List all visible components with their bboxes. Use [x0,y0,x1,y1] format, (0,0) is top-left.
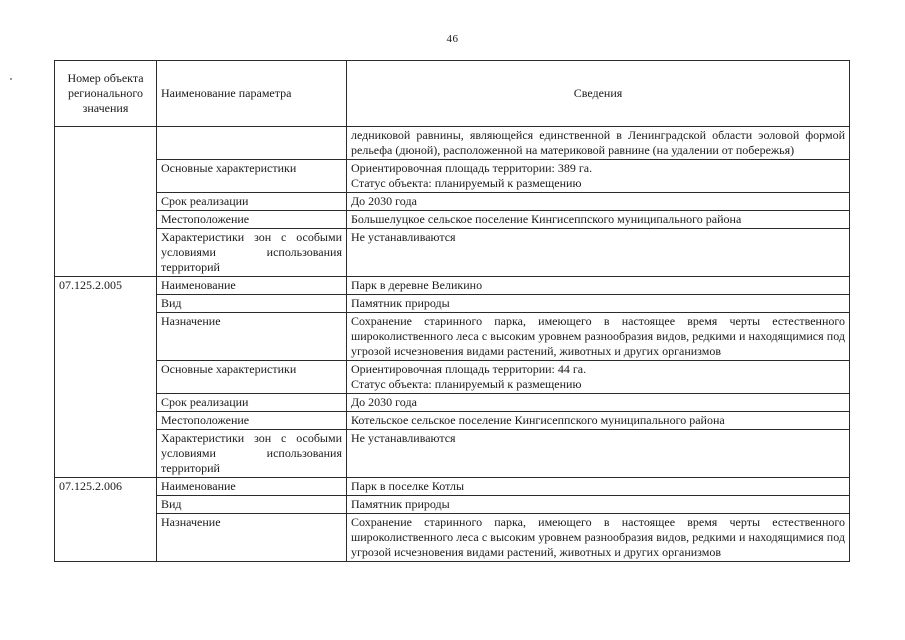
table-row [55,430,850,478]
table-row [55,211,850,229]
table-row [55,193,850,211]
info-cell: До 2030 года [347,193,850,211]
info-cell: Парк в деревне Великино [347,277,850,295]
object-number-cell: 07.125.2.006 [55,478,157,562]
info-cell: Большелуцкое сельское поселение Кингисеппского муниципального района [347,211,850,229]
area-text: Ориентировочная площадь территории: 389 га. [351,161,593,175]
object-number-cell [55,127,157,277]
parameter-cell: Основные характеристики [157,160,347,193]
page-number: 46 [446,33,459,45]
table-row [55,478,850,496]
info-cell: Не устанавливаются [347,430,850,478]
parameter-cell: Наименование [157,478,347,496]
table-header-row [55,61,850,127]
scan-speck [10,78,12,80]
header-object-number: Номер объекта регионального значения [55,61,157,127]
info-cell: Сохранение старинного парка, имеющего в настоящее время черты естественного широколиственного леса с высоким уровнем разнообразия видов, редкими и находящимися под угрозой исчезновения видами растений, животных и других организмов [347,514,850,562]
parameter-cell: Основные характеристики [157,361,347,394]
status-text: Статус объекта: планируемый к размещению [351,377,582,391]
parameter-cell: Назначение [157,514,347,562]
parameter-cell [157,127,347,160]
parameter-cell: Характеристики зон с особыми условиями использования территорий [157,430,347,478]
parameter-cell: Назначение [157,313,347,361]
parameter-cell: Местоположение [157,211,347,229]
table-row [55,412,850,430]
info-cell [347,361,850,394]
object-number-cell: 07.125.2.005 [55,277,157,478]
table-row [55,160,850,193]
parameter-cell: Срок реализации [157,394,347,412]
table-row [55,313,850,361]
info-cell: Котельское сельское поселение Кингисеппского муниципального района [347,412,850,430]
parameter-cell: Местоположение [157,412,347,430]
table-row [55,394,850,412]
header-information: Сведения [347,61,850,127]
table-row [55,295,850,313]
info-cell [347,160,850,193]
table-row [55,277,850,295]
table-row [55,229,850,277]
info-cell: До 2030 года [347,394,850,412]
info-cell: Памятник природы [347,496,850,514]
header-parameter-name: Наименование параметра [157,61,347,127]
info-cell: Памятник природы [347,295,850,313]
area-text: Ориентировочная площадь территории: 44 га. [351,362,587,376]
table-row [55,514,850,562]
parameter-cell: Характеристики зон с особыми условиями использования территорий [157,229,347,277]
table-row [55,496,850,514]
parameter-cell: Наименование [157,277,347,295]
info-cell: Сохранение старинного парка, имеющего в настоящее время черты естественного широколиственного леса с высоким уровнем разнообразия видов, редкими и находящимися под угрозой исчезновения видами растений, животных и других организмов [347,313,850,361]
objects-table [54,60,850,562]
table-row [55,127,850,160]
status-text: Статус объекта: планируемый к размещению [351,176,582,190]
parameter-cell: Срок реализации [157,193,347,211]
parameter-cell: Вид [157,496,347,514]
table-row [55,361,850,394]
parameter-cell: Вид [157,295,347,313]
info-cell: Не устанавливаются [347,229,850,277]
description-continuation: ледниковой равнины, являющейся единственной в Ленинградской области эоловой формой рельефа (дюной), расположенной на материковой равнине (на удалении от побережья) [347,127,850,160]
info-cell: Парк в поселке Котлы [347,478,850,496]
